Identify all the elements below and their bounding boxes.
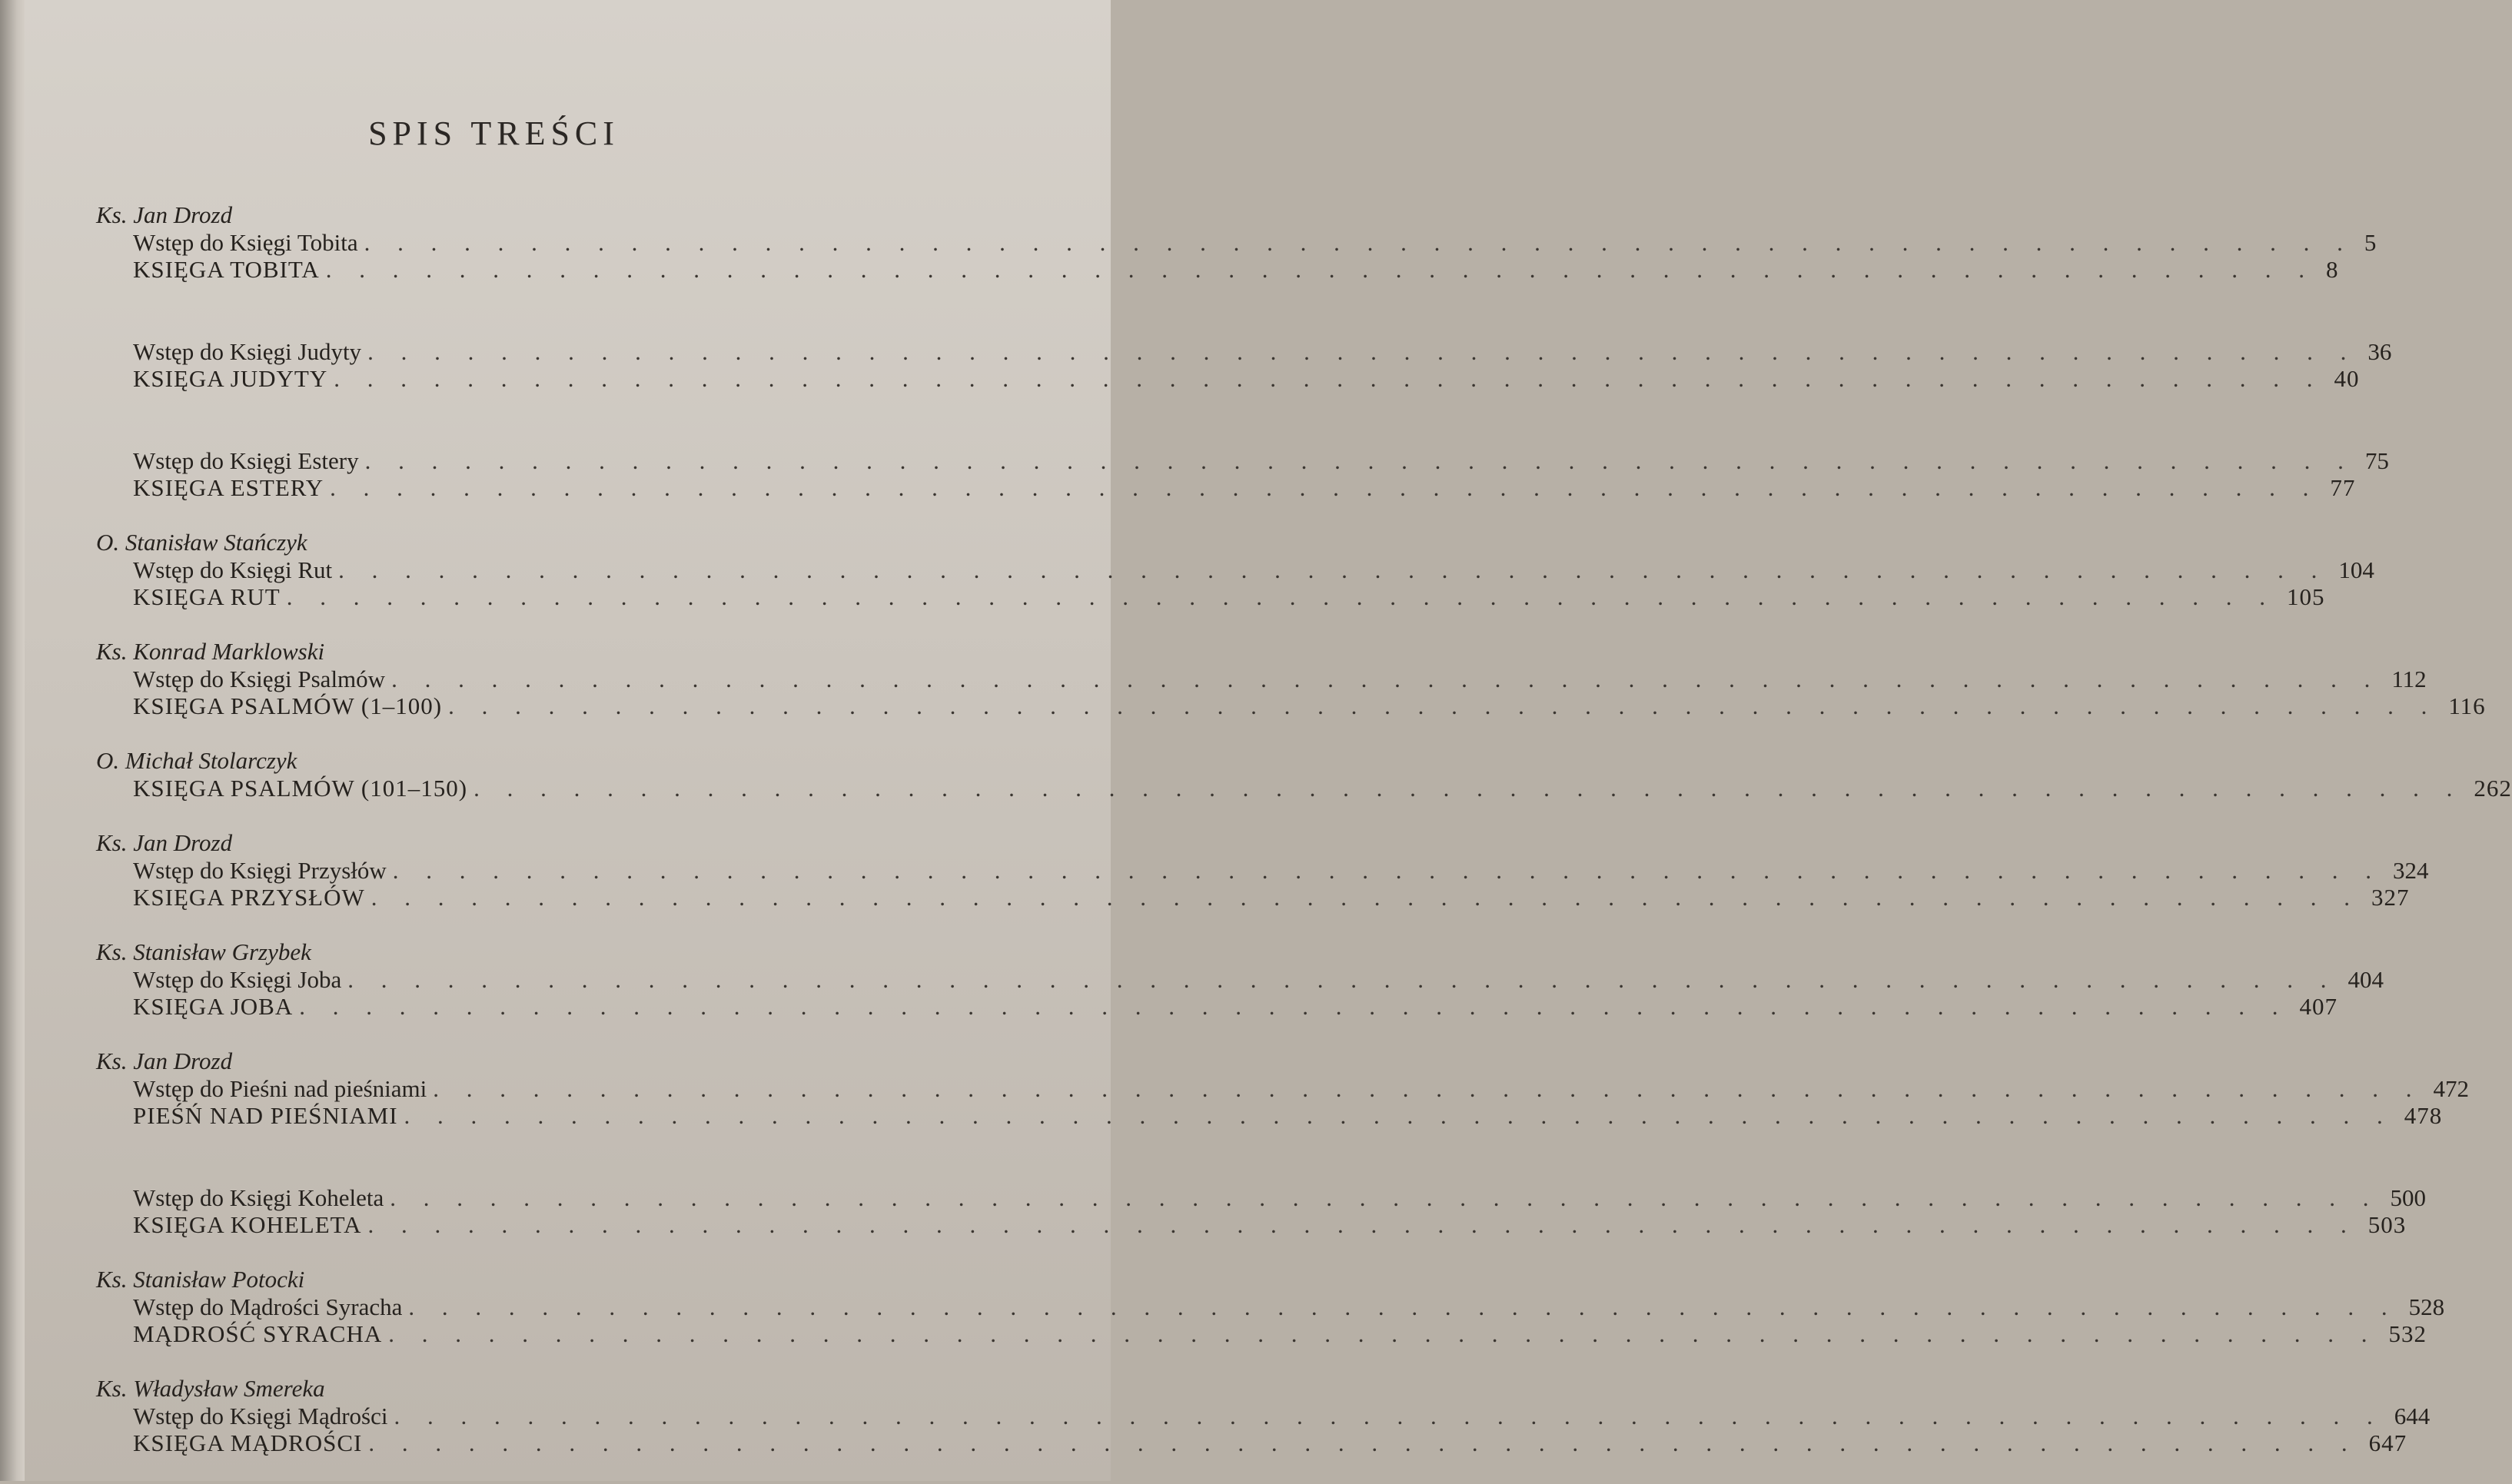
section-author [96,310,1053,338]
dot-leader: . . . . . . . . . . . . . . . . . . . . . . . . . . . . . . . . . . . . . . . . . . . . . . . . . . . . . . . . . . . . [448,692,2438,719]
entry-title: KSIĘGA JOBA [133,993,294,1020]
dot-leader: . . . . . . . . . . . . . . . . . . . . . . . . . . . . . . . . . . . . . . . . . . . . . . . . . . . . . . . . . . . . [364,447,2354,474]
entry-title: Wstęp do Księgi Rut [133,556,333,583]
toc-entry [96,1211,2407,1238]
dot-leader: . . . . . . . . . . . . . . . . . . . . . . . . . . . . . . . . . . . . . . . . . . . . . . . . . . . . . . . . . . . . [368,1429,2358,1456]
toc-section [96,938,2384,1020]
page-number: 503 [2367,1211,2407,1238]
dot-leader: . . . . . . . . . . . . . . . . . . . . . . . . . . . . . . . . . . . . . . . . . . . . . . . . . . . . . . . . . . . . [364,229,2354,256]
table-of-contents [96,201,2512,1484]
page-number: 36 [2367,338,2392,365]
section-author: Ks. Konrad Marklowski [96,638,325,665]
dot-leader: . . . . . . . . . . . . . . . . . . . . . . . . . . . . . . . . . . . . . . . . . . . . . . . . . . . . . . . . . . . . [370,884,2361,911]
toc-entry [96,966,2384,993]
toc-entry [96,775,2512,802]
entry-title: KSIĘGA KOHELETA [133,1211,362,1238]
dot-leader: . . . . . . . . . . . . . . . . . . . . . . . . . . . . . . . . . . . . . . . . . . . . . . . . . . . . . . . . . . . . [367,1211,2357,1238]
toc-section [96,1266,2445,1347]
entry-title: KSIĘGA JUDYTY [133,365,328,392]
page-number: 77 [2330,474,2356,501]
toc-entry [96,1075,2470,1102]
dot-leader: . . . . . . . . . . . . . . . . . . . . . . . . . . . . . . . . . . . . . . . . . . . . . . . . . . . . . . . . . . . . [388,1320,2378,1347]
toc-entry [96,474,2356,501]
page-number: 647 [2368,1429,2407,1456]
dot-leader: . . . . . . . . . . . . . . . . . . . . . . . . . . . . . . . . . . . . . . . . . . . . . . . . . . . . . . . . . . . . [390,1184,2380,1211]
page-number: 104 [2338,556,2374,583]
entry-title: PIEŚŃ NAD PIEŚNIAMI [133,1102,398,1129]
toc-entry [96,556,2374,583]
entry-title: KSIĘGA PSALMÓW (101–150) [133,775,468,802]
toc-section [96,829,2429,911]
page-number: 644 [2394,1403,2431,1429]
toc-entry [96,884,2410,911]
section-author: O. Stanisław Stańczyk [96,529,307,556]
toc-entry [96,338,2392,365]
entry-title: Wstęp do Księgi Mądrości [133,1403,388,1429]
entry-title: Wstęp do Księgi Koheleta [133,1184,384,1211]
toc-section [96,1375,2431,1456]
toc-entry [96,256,2339,283]
toc-entry [96,365,2360,392]
page-number: 407 [2299,993,2338,1020]
section-author: Ks. Stanisław Grzybek [96,938,311,965]
dot-leader: . . . . . . . . . . . . . . . . . . . . . . . . . . . . . . . . . . . . . . . . . . . . . . . . . . . . . . . . . . . . [347,966,2338,993]
toc-entry [96,447,2389,474]
page-number: 116 [2448,692,2486,719]
entry-title: KSIĘGA PRZYSŁÓW [133,884,365,911]
toc-entry [96,1102,2443,1129]
entry-title: Wstęp do Księgi Joba [133,966,342,993]
page-number: 532 [2388,1320,2427,1347]
toc-entry [96,583,2325,610]
section-author: Ks. Jan Drozd [96,1047,233,1074]
entry-title: Wstęp do Księgi Judyty [133,338,362,365]
page-number: 472 [2433,1075,2470,1102]
section-author: O. Michał Stolarczyk [96,747,297,774]
entry-title: KSIĘGA RUT [133,583,281,610]
entry-title: Wstęp do Pieśni nad pieśniami [133,1075,427,1102]
dot-leader: . . . . . . . . . . . . . . . . . . . . . . . . . . . . . . . . . . . . . . . . . . . . . . . . . . . . . . . . . . . . [367,338,2357,365]
section-author: Ks. Jan Drozd [96,829,233,856]
dot-leader: . . . . . . . . . . . . . . . . . . . . . . . . . . . . . . . . . . . . . . . . . . . . . . . . . . . . . . . . . . . . [392,857,2383,884]
toc-entry [96,692,2486,719]
dot-leader: . . . . . . . . . . . . . . . . . . . . . . . . . . . . . . . . . . . . . . . . . . . . . . . . . . . . . . . . . . . . [473,775,2464,802]
dot-leader: . . . . . . . . . . . . . . . . . . . . . . . . . . . . . . . . . . . . . . . . . . . . . . . . . . . . . . . . . . . . [394,1403,2384,1429]
entry-title: KSIĘGA ESTERY [133,474,324,501]
toc-section [96,420,2389,501]
toc-entry [96,666,2427,692]
dot-leader: . . . . . . . . . . . . . . . . . . . . . . . . . . . . . . . . . . . . . . . . . . . . . . . . . . . . . . . . . . . . [299,993,2289,1020]
dot-leader: . . . . . . . . . . . . . . . . . . . . . . . . . . . . . . . . . . . . . . . . . . . . . . . . . . . . . . . . . . . . [286,583,2276,610]
entry-title: Wstęp do Księgi Estery [133,447,359,474]
page-number: 528 [2408,1293,2445,1320]
dot-leader: . . . . . . . . . . . . . . . . . . . . . . . . . . . . . . . . . . . . . . . . . . . . . . . . . . . . . . . . . . . . [325,256,2315,283]
dot-leader: . . . . . . . . . . . . . . . . . . . . . . . . . . . . . . . . . . . . . . . . . . . . . . . . . . . . . . . . . . . . [334,365,2324,392]
toc-section [96,1157,2427,1238]
toc-entry [96,1403,2431,1429]
toc-entry [96,993,2338,1020]
toc-entry [96,1184,2427,1211]
entry-title: KSIĘGA MĄDROŚCI [133,1429,363,1456]
toc-section [96,529,2374,610]
page-number: 327 [2371,884,2410,911]
toc-entry [96,1320,2427,1347]
entry-title: KSIĘGA PSALMÓW (1–100) [133,692,443,719]
page-number: 8 [2326,256,2339,283]
entry-title: Wstęp do Księgi Tobita [133,229,358,256]
page-number: 262 [2474,775,2512,802]
toc-section [96,1047,2470,1129]
section-author: Ks. Jan Drozd [96,201,233,228]
entry-title: KSIĘGA TOBITA [133,256,320,283]
dot-leader: . . . . . . . . . . . . . . . . . . . . . . . . . . . . . . . . . . . . . . . . . . . . . . . . . . . . . . . . . . . . [404,1102,2394,1129]
page-number: 478 [2404,1102,2443,1129]
toc-section [96,747,2512,802]
page-number: 105 [2286,583,2325,610]
section-author: Ks. Władysław Smereka [96,1375,325,1402]
dot-leader: . . . . . . . . . . . . . . . . . . . . . . . . . . . . . . . . . . . . . . . . . . . . . . . . . . . . . . . . . . . . [408,1293,2398,1320]
entry-title: MĄDROŚĆ SYRACHA [133,1320,383,1347]
dot-leader: . . . . . . . . . . . . . . . . . . . . . . . . . . . . . . . . . . . . . . . . . . . . . . . . . . . . . . . . . . . . [330,474,2320,501]
entry-title: Wstęp do Mądrości Syracha [133,1293,403,1320]
entry-title: Wstęp do Księgi Psalmów [133,666,386,692]
section-author: Ks. Stanisław Potocki [96,1266,305,1293]
page-number: 40 [2334,365,2360,392]
entry-title: Wstęp do Księgi Przysłów [133,857,387,884]
toc-entry [96,229,2377,256]
page-number: 324 [2393,857,2429,884]
page-number: 404 [2348,966,2384,993]
page-number: 112 [2391,666,2427,692]
page-number: 500 [2390,1184,2427,1211]
dot-leader: . . . . . . . . . . . . . . . . . . . . . . . . . . . . . . . . . . . . . . . . . . . . . . . . . . . . . . . . . . . . [338,556,2328,583]
toc-entry [96,1429,2407,1456]
section-author [96,1157,1053,1184]
toc-section [96,638,2486,719]
page-title: SPIS TREŚCI [368,115,620,152]
toc-section [96,201,2377,283]
page-number: 75 [2364,447,2389,474]
dot-leader: . . . . . . . . . . . . . . . . . . . . . . . . . . . . . . . . . . . . . . . . . . . . . . . . . . . . . . . . . . . . [433,1075,2423,1102]
section-author [96,420,1053,447]
book-spine-shadow [0,0,25,1481]
toc-entry [96,857,2429,884]
toc-section [96,310,2392,392]
page-number: 5 [2364,229,2377,256]
toc-entry [96,1293,2445,1320]
dot-leader: . . . . . . . . . . . . . . . . . . . . . . . . . . . . . . . . . . . . . . . . . . . . . . . . . . . . . . . . . . . . [391,666,2381,692]
